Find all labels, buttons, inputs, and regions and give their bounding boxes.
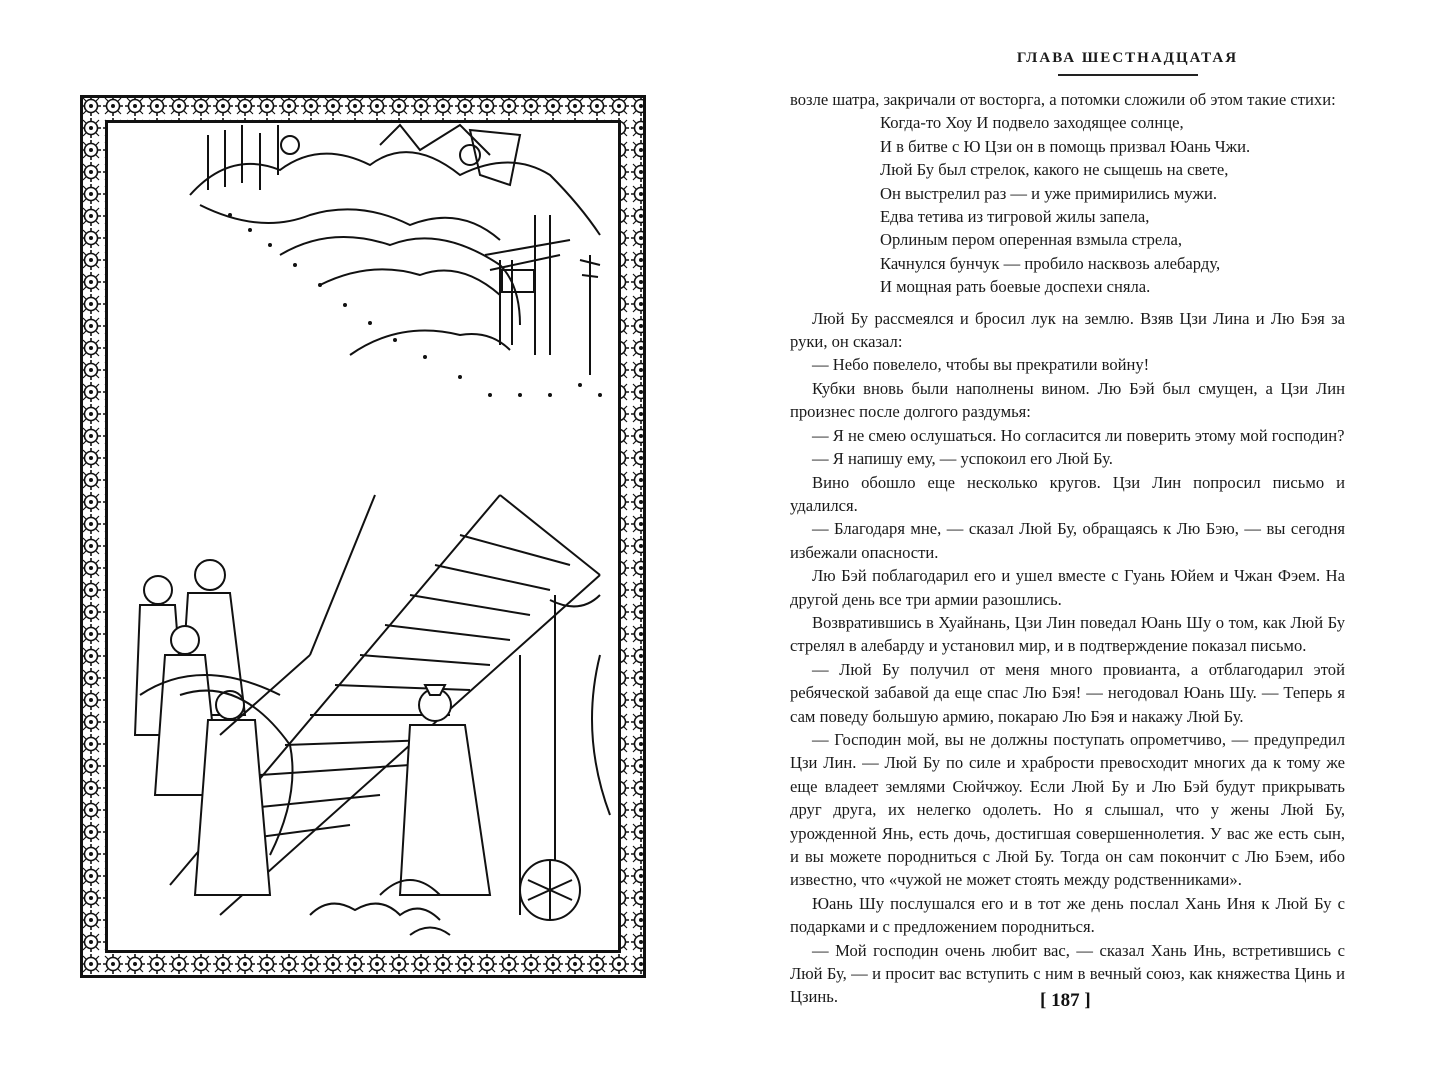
text-page (790, 40, 1345, 1009)
scene-illustration-icon (80, 95, 646, 978)
paragraph: Возвратившись в Хуайнань, Цзи Лин поведал Юань Шу о том, как Люй Бу стрелял в алебарду и установил мир, и в подтверждение показал письмо. (790, 612, 1345, 656)
poem-line: Едва тетива из тигровой жилы запела, (880, 207, 1150, 227)
paragraph: — Господин мой, вы не должны поступать опрометчиво, — предупредил Цзи Лин. — Люй Бу по силе и храбрости превосходит многих да к тому же еще владеет землями Сюйчжоу. Если Люй Бу и Лю Бэй будут прикрывать друг друга, их нелегко одолеть. Но я слышал, что у жены Люй Бу, урожденной Янь, есть дочь, достигшая совершеннолетия. У вас же есть сын, и вы можете породниться с Люй Бу. Тогда он сам покончит с Лю Бэем, ибо известно, что «чужой не может стоять между родственниками». (790, 729, 1345, 890)
illustration-plate (80, 95, 646, 978)
running-head-rule (1058, 74, 1198, 76)
paragraph: Люй Бу рассмеялся и бросил лук на землю. Взяв Цзи Лина и Лю Бэя за руки, он сказал: (790, 308, 1345, 352)
poem-line: Орлиным пером оперенная взмыла стрела, (880, 230, 1183, 250)
paragraph: — Небо повелело, чтобы вы прекратили войну! (812, 355, 1150, 375)
poem-line: И мощная рать боевые доспехи сняла. (880, 277, 1151, 297)
page-number: [ 187 ] (1040, 990, 1091, 1011)
paragraph: возле шатра, закричали от восторга, а потомки сложили об этом такие стихи: (790, 90, 1336, 109)
poem-line: Он выстрелил раз — и уже примирились мужи. (880, 183, 1217, 203)
poem-line: Когда-то Хоу И подвело заходящее солнце, (880, 113, 1184, 133)
paragraph: Кубки вновь были наполнены вином. Лю Бэй был смущен, а Цзи Лин произнес после долгого раздумья: (790, 378, 1345, 422)
paragraph: — Я напишу ему, — успокоил его Люй Бу. (812, 449, 1113, 469)
running-head: ГЛАВА ШЕСТНАДЦАТАЯ (1016, 50, 1239, 66)
paragraph: Юань Шу послушался его и в тот же день послал Хань Иня к Люй Бу с подарками и с предложением породниться. (790, 893, 1345, 937)
paragraph: Лю Бэй поблагодарил его и ушел вместе с Гуань Юйем и Чжан Фэем. На другой день все три армии разошлись. (790, 566, 1345, 609)
paragraph: Вино обошло еще несколько кругов. Цзи Лин попросил письмо и удалился. (790, 472, 1345, 515)
paragraph: — Я не смею ослушаться. Но согласится ли поверить этому мой господин? (812, 425, 1345, 445)
paragraph: — Мой господин очень любит вас, — сказал Хань Инь, встретившись с Люй Бу, — и просит вас вступить с ним в вечный союз, как княжества Цинь и Цзинь. (790, 940, 1345, 1007)
paragraph: — Люй Бу получил от меня много провианта, а отблагодарил этой ребяческой забавой да еще спас Лю Бэя! — негодовал Юань Шу. — Теперь я сам поведу большую армию, покараю Лю Бэя и накажу Люй Бу. (790, 659, 1345, 726)
body-text (790, 88, 1345, 1009)
poem-line: И в битве с Ю Цзи он в помощь призвал Юань Чжи. (880, 136, 1251, 156)
poem-line: Качнулся бунчук — пробило насквозь алебарду, (880, 253, 1221, 273)
poem-line: Люй Бу был стрелок, какого не сыщешь на свете, (880, 160, 1229, 180)
poem (880, 111, 1345, 298)
paragraph: — Благодаря мне, — сказал Люй Бу, обращаясь к Лю Бэю, — вы сегодня избежали опасности. (790, 519, 1345, 562)
